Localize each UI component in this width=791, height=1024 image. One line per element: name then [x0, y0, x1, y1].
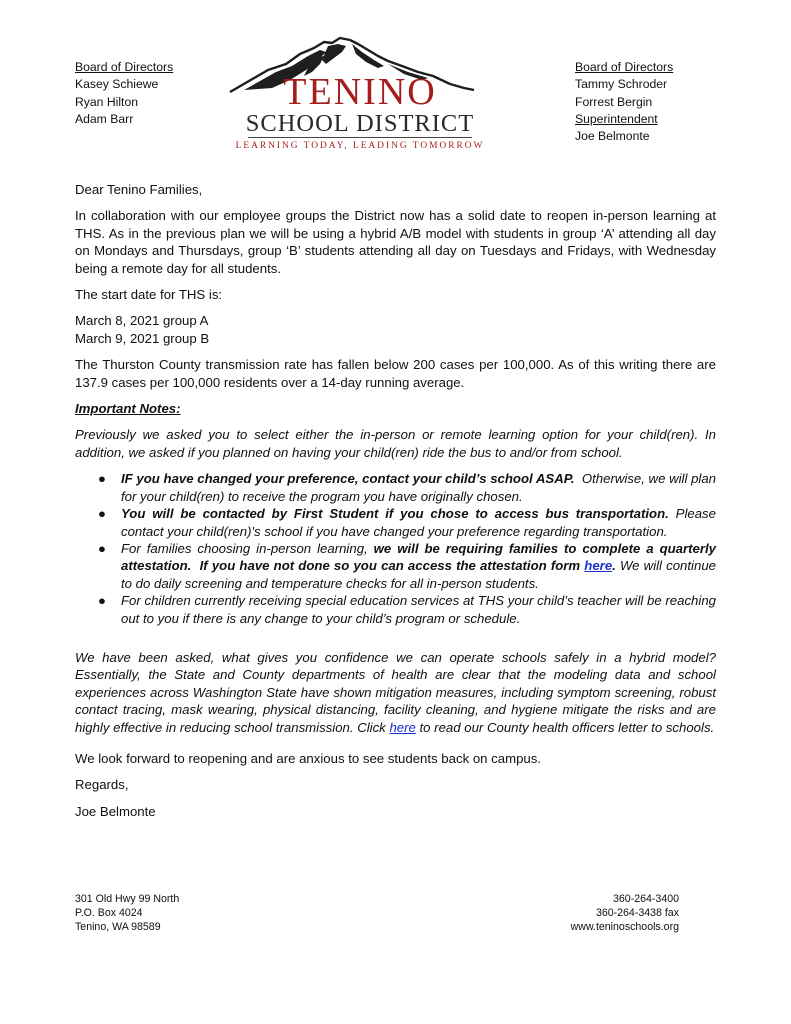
fax: 360-264-3438 fax [595, 907, 679, 920]
board-member: Forrest Bergin [575, 94, 653, 109]
paragraph-transmission: The Thurston County transmission rate has fallen below 200 cases per 100,000. As of this writing there are 137.9 cases per 100,000 residents over a 14-day running average. [75, 357, 716, 390]
address-line: Tenino, WA 98589 [75, 921, 161, 934]
board-member: Adam Barr [75, 111, 134, 126]
health-letter-link[interactable]: here [389, 719, 416, 735]
note-text: For families choosing in-person learning, [121, 540, 374, 556]
note-text: Otherwise, we will plan for your child(ren) to receive the program you have originally chosen. [121, 471, 720, 504]
notes-heading: Important Notes: [75, 401, 181, 417]
start-date-intro: The start date for THS is: [75, 287, 223, 303]
logo-divider [248, 137, 472, 138]
attestation-form-link[interactable]: here [584, 558, 613, 574]
note-bold: we will be requiring families to complete a quarterly attestation. If you have not done so you can access the attestation form [121, 540, 720, 574]
board-right-title: Board of Directors [575, 60, 674, 74]
note-text: For children currently receiving special education services at THS your child’s teacher will be reaching out to you if there is any change to your child’s program or schedule. [121, 593, 716, 626]
list-item [75, 592, 716, 627]
regards: Regards, [75, 777, 129, 793]
bullet-icon: ● [98, 540, 106, 556]
letter-body [75, 181, 720, 829]
board-member: Ryan Hilton [75, 94, 138, 109]
superintendent-title: Superintendent [575, 111, 658, 126]
bullet-icon: ● [98, 593, 106, 609]
note-bold: IF you have changed your preference, contact your child’s school ASAP. [121, 471, 575, 487]
logo-subtitle: SCHOOL DISTRICT [245, 110, 475, 137]
note-text: Please contact your child(ren)'s school if you have changed your preference regarding transportation. [121, 506, 716, 539]
note-text: We will continue to do daily screening and temperature checks for all in-person students. [121, 558, 716, 591]
phone: 360-264-3400 [613, 893, 679, 905]
start-date-group-a: March 8, 2021 group A [75, 313, 209, 329]
board-member: Tammy Schroder [575, 77, 668, 92]
logo-tagline: LEARNING TODAY, LEADING TOMORROW [235, 141, 485, 151]
website: www.teninoschools.org [570, 921, 679, 934]
note-bold: You will be contacted by First Student if you chose to access bus transportation. [121, 506, 669, 522]
district-logo [228, 34, 492, 156]
superintendent-name: Joe Belmonte [575, 129, 650, 144]
address-line: 301 Old Hwy 99 North [75, 893, 180, 905]
notes-intro: Previously we asked you to select either the in-person or remote learning option for your child(ren). In addition, we asked if you planned on having your child(ren) ride the bus to and/or from school. [75, 427, 716, 460]
notes-list [75, 470, 720, 627]
closing-line: We look forward to reopening and are anxious to see students back on campus. [75, 750, 541, 766]
board-left [75, 59, 173, 128]
start-dates [75, 312, 716, 347]
confidence-text-end: to read our County health officers letter to schools. [415, 719, 715, 735]
list-item [75, 470, 720, 505]
paragraph-reopen: In collaboration with our employee groups the District now has a solid date to reopen in-person learning at THS. As in the previous plan we will be using a hybrid A/B model with students in group ‘A’ attending all day on Mondays and Thursdays, group ‘B’ students attending all day on Tuesdays and Fridays, with Wednesday being a remote day for all students. [75, 208, 716, 276]
list-item [75, 540, 720, 592]
board-member: Kasey Schiewe [75, 77, 159, 92]
bullet-icon: ● [98, 471, 106, 487]
footer-contact [520, 892, 679, 935]
start-date-group-b: March 9, 2021 group B [75, 330, 210, 346]
signature: Joe Belmonte [75, 803, 156, 819]
bullet-icon: ● [98, 506, 106, 522]
list-item [75, 505, 716, 540]
paragraph-confidence [75, 649, 716, 736]
address-line: P.O. Box 4024 [75, 907, 143, 920]
footer-address [75, 892, 179, 935]
board-right [575, 59, 673, 145]
confidence-text: We have been asked, what gives you confidence we can operate schools safely in a hybrid model? Essentially, the State and County departments of health are clear that the modeling data and school experiences across Washington State have shown mitigation measures, including symptom screening, robust contact tracing, mask wearing, physical distancing, facility cleaning, and hygiene mitigate the risks and are highly effective in reducing school transmission. Click [75, 649, 716, 735]
logo-title: TENINO [283, 71, 437, 113]
greeting: Dear Tenino Families, [75, 182, 203, 197]
note-bold-period: . [612, 558, 616, 574]
board-left-title: Board of Directors [75, 60, 174, 74]
